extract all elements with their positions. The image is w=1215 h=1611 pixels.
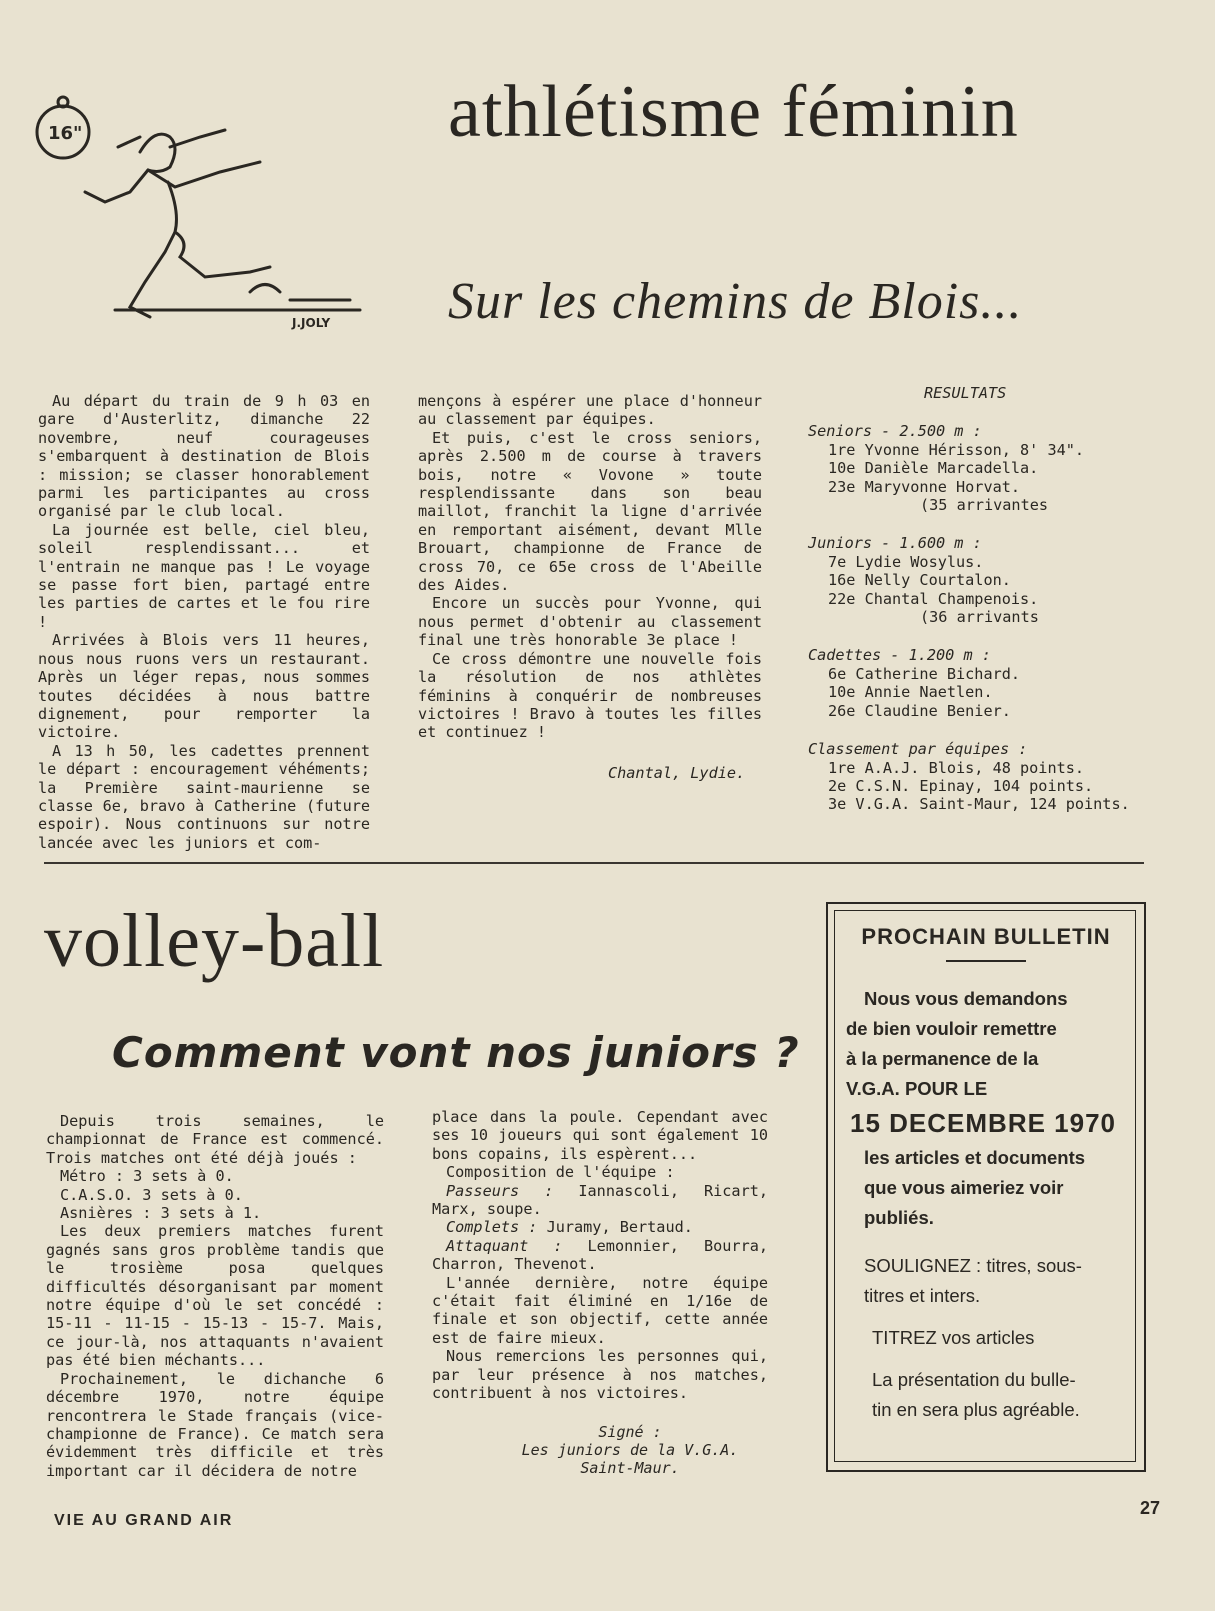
bulletin-line: V.G.A. POUR LE bbox=[846, 1078, 988, 1099]
result-line: 3e V.G.A. Saint-Maur, 124 points. bbox=[828, 795, 1130, 814]
result-count: (35 arrivantes bbox=[920, 496, 1049, 515]
volley-paragraph: Métro : 3 sets à 0. bbox=[60, 1167, 234, 1186]
result-line: 6e Catherine Bichard. bbox=[828, 664, 1021, 683]
athletics-column-1 bbox=[38, 392, 370, 852]
athletics-paragraph: Et puis, c'est le cross seniors, après 2.500 m de course à travers bois, notre « Vovone » toute resplendissante dans son beau maillot, franchit la ligne d'arrivée en remportant aisément, devant Mlle Brouart, championne de France de cross 70, ce 65e cross de l'Abeille des Aides. bbox=[418, 428, 762, 595]
bulletin-note: La présentation du bulle- bbox=[872, 1369, 1076, 1390]
result-line: 16e Nelly Courtalon. bbox=[828, 571, 1011, 590]
bulletin-line: de bien vouloir remettre bbox=[846, 1018, 1057, 1039]
volley-paragraph: L'année dernière, notre équipe c'était fait éliminé en 1/16e de finale et son objectif, cette année est de faire mieux. bbox=[432, 1273, 768, 1347]
bulletin-line: les articles et documents bbox=[864, 1147, 1086, 1168]
result-line: 2e C.S.N. Epinay, 104 points. bbox=[828, 776, 1094, 795]
result-line: 10e Annie Naetlen. bbox=[828, 683, 993, 702]
athletics-paragraph: A 13 h 50, les cadettes prennent le départ : encouragement véhéments; la Première saint-maurienne se classe 6e, bravo à Catherine (future espoir). Nous continuons sur notre lancée avec les juniors et com- bbox=[38, 741, 370, 852]
results-teams-heading: Classement par équipes : bbox=[808, 740, 1028, 759]
bulletin-note: titres et inters. bbox=[864, 1285, 981, 1306]
volley-paragraph: Les deux premiers matches furent gagnés sans gros problème tandis que le trosième posa quelques difficultés désorganisant par moment notre équipe d'où le set concédé : 15-11 - 11-15 - 15-13 - 15-7. Mais, ce jour-là, nos attaquants n'avaient pas été bien méchants... bbox=[46, 1222, 384, 1370]
team-role-label: Passeurs : bbox=[446, 1181, 554, 1200]
volley-paragraph: Asnières : 3 sets à 1. bbox=[60, 1204, 262, 1223]
volley-column-1 bbox=[46, 1112, 384, 1480]
volley-paragraph: Nous remercions les personnes qui, par leur présence à nos matches, contribuent à nos victoires. bbox=[432, 1347, 768, 1403]
athletics-title: athlétisme féminin bbox=[448, 71, 1019, 153]
volley-paragraph bbox=[432, 1218, 768, 1236]
volley-signature-line: Les juniors de la V.G.A. bbox=[521, 1440, 739, 1459]
result-line: 7e Lydie Wosylus. bbox=[828, 552, 984, 571]
team-role-label: Attaquant : bbox=[446, 1236, 563, 1255]
result-line: 22e Chantal Champenois. bbox=[828, 589, 1039, 608]
volley-paragraph bbox=[432, 1182, 768, 1219]
bulletin-line: que vous aimeriez voir bbox=[864, 1177, 1064, 1198]
bulletin-line: Nous vous demandons bbox=[864, 988, 1068, 1009]
bulletin-title-underline bbox=[946, 960, 1026, 962]
volley-paragraph: Composition de l'équipe : bbox=[446, 1163, 675, 1182]
team-role-players: Lemonnier, Bourra, Charron, Thevenot. bbox=[432, 1236, 768, 1274]
section-divider bbox=[44, 862, 1144, 864]
result-line: 1re Yvonne Hérisson, 8' 34". bbox=[828, 440, 1085, 459]
bulletin-title: PROCHAIN BULLETIN bbox=[861, 924, 1111, 949]
volley-signature-line: Saint-Maur. bbox=[580, 1458, 680, 1477]
results-juniors-heading: Juniors - 1.600 m : bbox=[808, 534, 982, 553]
team-role-label: Complets : bbox=[446, 1218, 538, 1237]
result-line: 23e Maryvonne Horvat. bbox=[828, 477, 1021, 496]
volley-signature-line: Signé : bbox=[598, 1422, 662, 1441]
volley-subtitle: Comment vont nos juniors ? bbox=[112, 1028, 800, 1077]
results-seniors-heading: Seniors - 2.500 m : bbox=[808, 422, 982, 441]
volley-column-2 bbox=[432, 1108, 768, 1477]
athletics-paragraph: Encore un succès pour Yvonne, qui nous permet d'obtenir au classement final une très honorable 3e place ! bbox=[418, 594, 762, 650]
bulletin-content bbox=[836, 924, 1136, 1425]
team-role-players: Iannascoli, Ricart, Marx, soupe. bbox=[432, 1181, 769, 1219]
runner-illustration bbox=[30, 92, 370, 342]
bulletin-note: tin en sera plus agréable. bbox=[872, 1399, 1080, 1420]
result-line: 1re A.A.J. Blois, 48 points. bbox=[828, 758, 1085, 777]
athletics-paragraph: Au départ du train de 9 h 03 en gare d'Austerlitz, dimanche 22 novembre, neuf courageuses s'embarquent à destination de Blois : mission; se classer honorablement parmi les participantes au cross organisé par le club local. bbox=[38, 392, 370, 521]
result-line: 10e Danièle Marcadella. bbox=[828, 459, 1039, 478]
team-role-players: Juramy, Bertaud. bbox=[537, 1218, 693, 1237]
volley-signature bbox=[492, 1423, 768, 1477]
bulletin-line: publiés. bbox=[864, 1207, 934, 1228]
athletics-paragraph: Arrivées à Blois vers 11 heures, nous nous ruons vers un restaurant. Après un léger repas, nous sommes toutes décidées à nous battre dignement, pour remporter la victoire. bbox=[38, 631, 370, 742]
athletics-signature: Chantal, Lydie. bbox=[608, 763, 746, 782]
volley-paragraph: Depuis trois semaines, le championnat de France est commencé. Trois matches ont été déjà joués : bbox=[46, 1112, 384, 1167]
result-count: (36 arrivants bbox=[920, 608, 1039, 627]
volley-paragraph: C.A.S.O. 3 sets à 0. bbox=[60, 1185, 243, 1204]
volley-paragraph: Prochainement, le dichanche 6 décembre 1970, notre équipe rencontrera le Stade français (vice-championne de France). Ce match sera évidemment très difficile et très important car il décidera de notre bbox=[46, 1369, 384, 1480]
illustrator-signature: J.JOLY bbox=[292, 316, 331, 330]
athletics-subtitle: Sur les chemins de Blois... bbox=[448, 273, 1023, 330]
volley-title: volley-ball bbox=[44, 899, 385, 983]
bulletin-note: TITREZ vos articles bbox=[872, 1327, 1035, 1348]
bulletin-note: SOULIGNEZ : titres, sous- bbox=[864, 1255, 1082, 1276]
athletics-paragraph: Ce cross démontre une nouvelle fois la résolution de nos athlètes féminins à conquérir de nombreuses victoires ! Bravo à toutes les filles et continuez ! bbox=[418, 649, 762, 742]
athletics-column-2 bbox=[418, 392, 762, 782]
svg-text:16": 16" bbox=[48, 123, 83, 144]
athletics-paragraph: La journée est belle, ciel bleu, soleil resplendissant... et l'entrain ne manque pas ! Le voyage se passe fort bien, partagé entre les parties de cartes et le fou rire ! bbox=[38, 520, 370, 631]
volley-paragraph: place dans la poule. Cependant avec ses 10 joueurs qui sont également 10 bons copains, ils espèrent... bbox=[432, 1108, 768, 1163]
results-cadettes-heading: Cadettes - 1.200 m : bbox=[808, 646, 991, 665]
bulletin-date: 15 DECEMBRE 1970 bbox=[850, 1108, 1116, 1138]
bulletin-line: à la permanence de la bbox=[846, 1048, 1039, 1069]
athletics-paragraph: mençons à espérer une place d'honneur au classement par équipes. bbox=[418, 392, 762, 429]
results-heading: RESULTATS bbox=[924, 384, 1007, 402]
publication-name: VIE AU GRAND AIR bbox=[54, 1512, 234, 1529]
results-block bbox=[808, 384, 1168, 814]
page-number: 27 bbox=[1140, 1498, 1161, 1518]
volley-paragraph bbox=[432, 1237, 768, 1274]
result-line: 26e Claudine Benier. bbox=[828, 701, 1011, 720]
